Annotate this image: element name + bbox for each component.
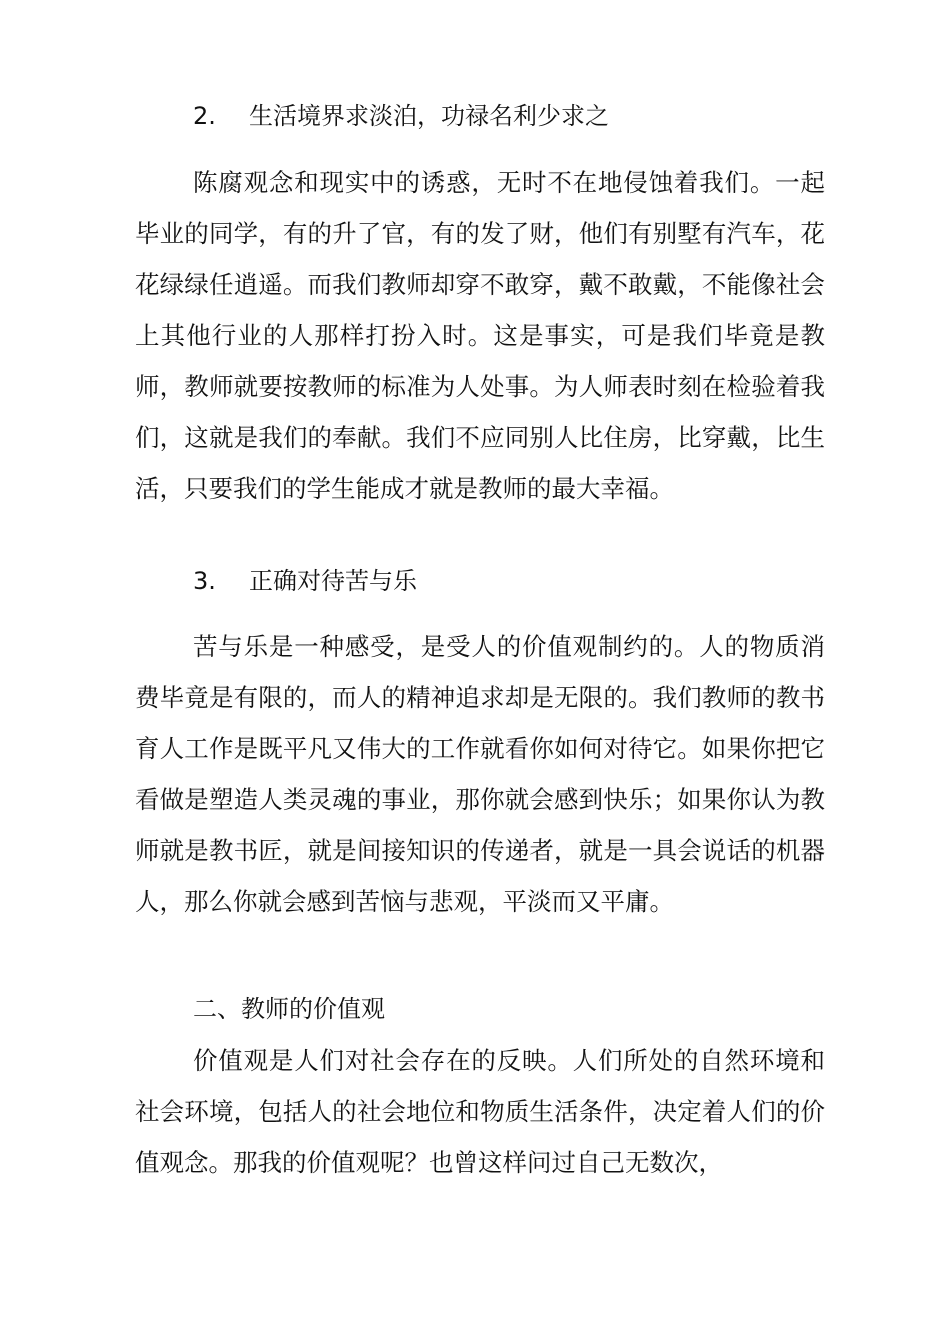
- heading-item-3: [193, 566, 417, 596]
- heading-number: 2.: [193, 102, 216, 130]
- paragraph: 陈腐观念和现实中的诱惑，无时不在地侵蚀着我们。一起毕业的同学，有的升了官，有的发了财，他们有别墅有汽车，花花绿绿任逍遥。而我们教师却穿不敢穿，戴不敢戴，不能像社会上其他行业的人那样打扮入时。这是事实，可是我们毕竟是教师，教师就要按教师的标准为人处事。为人师表时刻在检验着我们，这就是我们的奉献。我们不应同别人比住房，比穿戴，比生活，只要我们的学生能成才就是教师的最大幸福。: [135, 168, 825, 503]
- heading-text: 生活境界求淡泊，功禄名利少求之: [249, 102, 609, 130]
- heading-number: 3.: [193, 567, 216, 595]
- paragraph: 苦与乐是一种感受，是受人的价值观制约的。人的物质消费毕竟是有限的，而人的精神追求却是无限的。我们教师的教书育人工作是既平凡又伟大的工作就看你如何对待它。如果你把它看做是塑造人类灵魂的事业，那你就会感到快乐；如果你认为教师就是教书匠，就是间接知识的传递者，就是一具会说话的机器人，那么你就会感到苦恼与悲观，平淡而又平庸。: [135, 632, 825, 916]
- heading-item-2: [193, 101, 609, 131]
- paragraph: 价值观是人们对社会存在的反映。人们所处的自然环境和社会环境，包括人的社会地位和物质生活条件，决定着人们的价值观念。那我的价值观呢？也曾这样问过自己无数次，: [135, 1046, 825, 1177]
- section-heading: 二、教师的价值观: [193, 995, 385, 1023]
- heading-text: 正确对待苦与乐: [249, 567, 417, 595]
